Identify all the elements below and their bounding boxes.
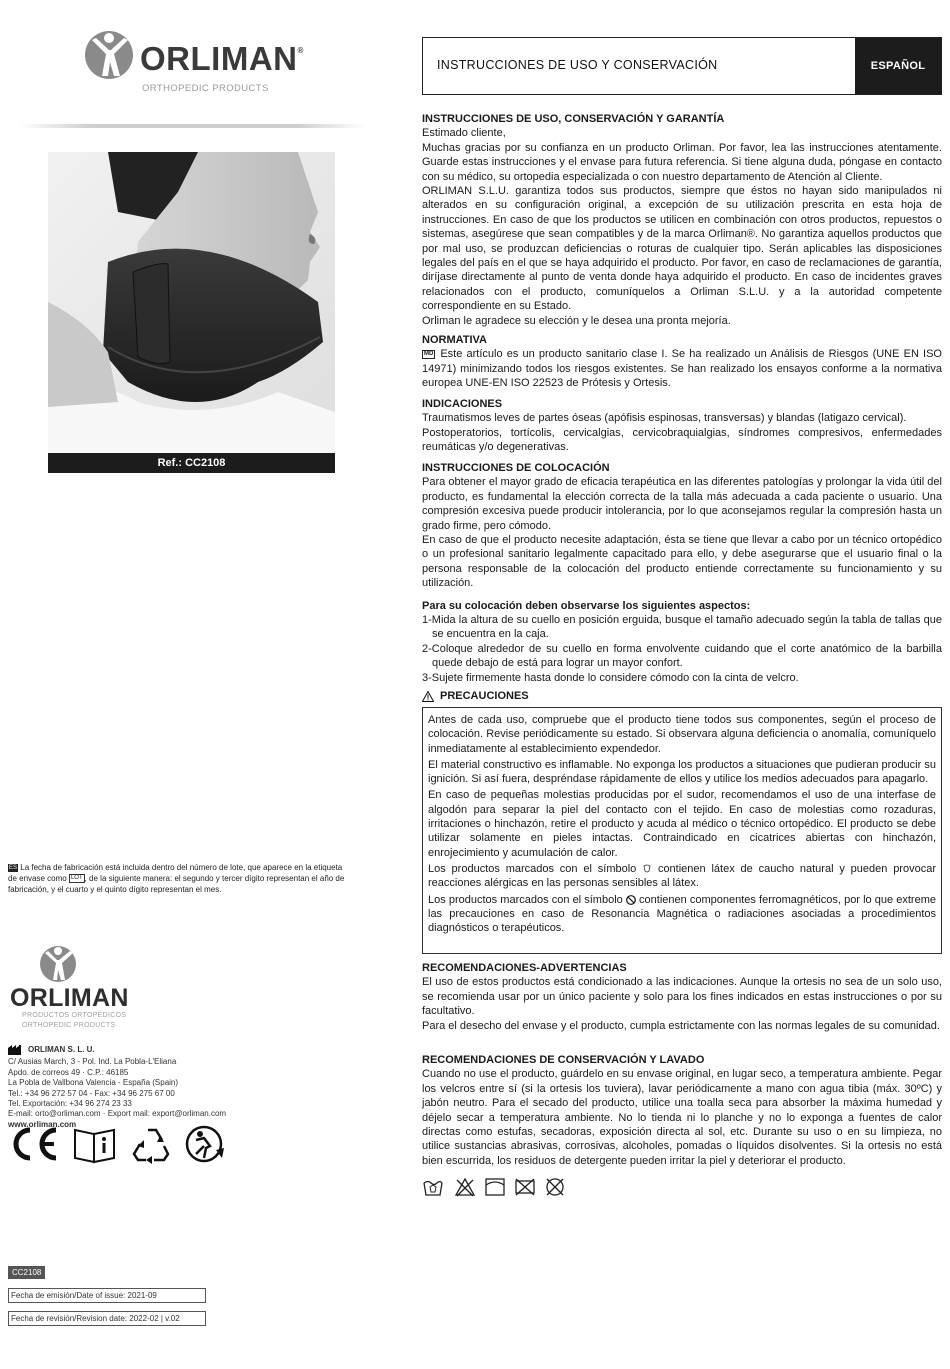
divider <box>20 124 366 128</box>
section-title: RECOMENDACIONES-ADVERTENCIAS <box>422 962 627 974</box>
revision-date: Fecha de revisión/Revision date: 2022-02 | v.02 <box>8 1311 206 1326</box>
no-bleach-icon <box>454 1177 476 1197</box>
paragraph: Muchas gracias por su confianza en un producto Orliman. Por favor, lea las instrucciones atentamente. Guarde estas instrucciones y el envase para futura referencia. Si tiene alguna duda, póngase en contacto con su médico, su ortopedia especializada o con nuestro departamento de Atención al Cliente. <box>422 141 942 183</box>
product-photo <box>48 152 335 453</box>
address-line: C/ Ausias March, 3 - Pol. Ind. La Pobla-L'Eliana <box>8 1057 177 1067</box>
section-normativa <box>422 333 942 391</box>
medical-device-icon: MD <box>424 351 434 357</box>
document-title: INSTRUCCIONES DE USO Y CONSERVACIÓN <box>437 58 718 72</box>
lot-symbol-icon: LOT <box>70 875 83 882</box>
paragraph: Estimado cliente, <box>422 127 506 140</box>
latex-symbol-icon <box>642 864 652 874</box>
paragraph: En caso de que el producto necesite adaptación, ésta se tiene que llevar a cabo por un técnico ortopédico o un profesional sanitario legalmente capacitado para ello, y debe asegurarse que el usuario final o la persona responsable de la colocación del producto entiende correctamente su funcionamiento y su utilización. <box>422 534 942 590</box>
paragraph: Antes de cada uso, compruebe que el producto tiene todos sus componentes, según el proceso de colocación. Revise periódicamente su estado. Si observara alguna deficiencia o anomalía, comuníquelo inmediatamente al establecimiento expendedor. <box>428 714 936 755</box>
language-badge: ES <box>9 864 18 871</box>
hand-wash-icon <box>422 1177 444 1197</box>
list-item: 3-Sujete firmemente hasta donde lo considere cómodo con la cinta de velcro. <box>422 671 799 684</box>
brand-tagline-es: PRODUCTOS ORTOPÉDICOS <box>22 1012 127 1019</box>
paragraph: El uso de estos productos está condicionado a las indicaciones. Aunque la ortesis no sea de un solo uso, se recomienda usar por un único paciente y solo para los fines indicados en estas instrucciones o por su facultativo. <box>422 976 942 1018</box>
section-title: RECOMENDACIONES DE CONSERVACIÓN Y LAVADO <box>422 1054 705 1066</box>
paragraph: Los productos marcados con el símbolo contienen componentes ferromagnéticos, por lo que extreme las precauciones en caso de Resonancia Magnética o radiaciones asociadas a procedimientos diagnósticos o terapéuticos. <box>428 893 936 935</box>
lot-note: ES La fecha de fabricación está incluida dentro del número de lote, que aparece en la etiqueta de envase como LOT , de la siguiente manera: el segundo y tercer dígito representan el año de fabricación, y el cuarto y el quinto dígito representan el mes. <box>8 863 345 894</box>
address-line: La Pobla de Vallbona Valencia - España (Spain) <box>8 1078 179 1088</box>
paragraph: Traumatismos leves de partes óseas (apófisis espinosas, transversas) y blandas (latigazo cervical). <box>422 412 907 425</box>
paragraph: Este artículo es un producto sanitario clase I. Se ha realizado un Análisis de Riesgos (UNE EN ISO 14971) minimizando todos los riesgos existentes. Se han realizado los ensayos conforme a la normativa europea UNE-EN ISO 22523 de Prótesis y Ortesis. <box>422 348 942 390</box>
green-dot-icon <box>184 1124 230 1164</box>
section-title: PRECAUCIONES <box>440 690 529 702</box>
orliman-logo <box>78 26 318 98</box>
list-item: 1-Mida la altura de su cuello en posición erguida, busque el tamaño adecuado según la tabla de tallas que se encuentra en la caja. <box>422 614 942 641</box>
care-symbols <box>422 1177 572 1199</box>
no-iron-icon <box>514 1177 536 1197</box>
brand-tagline-en: ORTHOPEDIC PRODUCTS <box>22 1022 116 1029</box>
list-item: 2-Coloque alrededor de su cuello en forma envolvente cuidando que el corte anatómico de la barbilla quede debajo de está para lograr un mayor confort. <box>422 642 942 670</box>
ce-mark-icon <box>8 1124 60 1164</box>
section-colocacion <box>422 461 942 685</box>
mr-unsafe-icon <box>626 895 636 905</box>
language-label: ESPAÑOL <box>855 38 941 94</box>
steps-title: Para su colocación deben observarse los siguientes aspectos: <box>422 599 751 612</box>
brand-tagline: ORTHOPEDIC PRODUCTS <box>142 83 269 94</box>
orliman-figure-icon <box>78 28 140 82</box>
paragraph: Los productos marcados con el símbolo contienen látex de caucho natural y pueden provocar reacciones alérgicas en las personas sensibles al látex. <box>428 862 936 890</box>
phone-line: Tel.: +34 96 272 57 04 - Fax: +34 96 275 67 00 <box>8 1088 175 1098</box>
brand-name: ORLIMAN® <box>140 40 304 77</box>
section-precauciones-header <box>422 690 529 702</box>
website-link[interactable]: www.orliman.com <box>8 1119 77 1129</box>
paragraph: Para obtener el mayor grado de eficacia terapéutica en las diferentes patologías y prolongar la vida útil del producto, es fundamental la elección correcta de la talla más adecuada a cada paciente o usuario. Una compresión excesiva puede producir intolerancia, por lo que aconsejamos regular la compresión hasta un grado firme, pero cómodo. <box>422 476 942 532</box>
brand-name: ORLIMAN <box>10 984 129 1012</box>
paragraph: ORLIMAN S.L.U. garantiza todos sus productos, siempre que éstos no hayan sido manipulados ni alterados en su configuración original, a excepción de su utilización prescrita en esta hoja de instrucciones. En caso de que los productos se utilicen en combinación con otros productos, repuestos o sistemas, asegúrese que sean compatibles y de la marca Orliman®. No garantiza aquellos productos que por mal uso, se produzcan deficiencias o roturas de cualquier tipo. Serán aplicables las disposiciones legales del país en el que se haya adquirido el producto. Por favor, en caso de reclamaciones de garantía, diríjase directamente al punto de venta donde haya adquirido el producto. En caso de incidentes graves relacionados con el producto, comuníquelos a Orliman S.L.U. y a la autoridad competente correspondiente en su Estado. <box>422 185 942 313</box>
section-title: INSTRUCCIONES DE USO, CONSERVACIÓN Y GARANTÍA <box>422 113 725 125</box>
precauciones-box <box>422 707 942 954</box>
orliman-logo-footer <box>10 944 170 1034</box>
email-line[interactable]: E-mail: orto@orliman.com · Export mail: export@orliman.com <box>8 1109 227 1119</box>
warning-triangle-icon <box>422 691 434 702</box>
product-ref-tag: CC2108 <box>8 1266 45 1279</box>
export-phone-line: Tel. Exportación: +34 96 274 23 33 <box>8 1099 132 1109</box>
product-ref-label: Ref.: CC2108 <box>48 453 335 473</box>
no-tumble-dry-icon <box>484 1177 506 1197</box>
section-indicaciones <box>422 397 942 455</box>
section-conservacion <box>422 1053 942 1168</box>
no-dry-clean-icon <box>544 1177 566 1197</box>
paragraph: Orliman le agradece su elección y le desea una pronta mejoría. <box>422 314 731 327</box>
paragraph: Cuando no use el producto, guárdelo en su envase original, en lugar seco, a temperatura ambiente. Pegar los velcros entre sí (si la ortesis los tuviera), lavar periódicamente a mano con agua tibia (máx. 30ºC) y jabón neutro. Para el secado del producto, utilice una toalla seca para absorber la máxima humedad y déjelo secar a temperatura ambiente. No lo tienda ni lo planche y no lo exponga a fuentes de calor directas como estufas, secadoras, exposición directa al sol, etc. Durante su uso o en su limpieza, no utilice sustancias abrasivas, corrosivas, alcoholes, pomadas o líquidos disolventes. Si la ortesis no está bien escurrida, los residuos de detergente pueden irritar la piel y deteriorar el producto. <box>422 1068 942 1167</box>
document-header <box>422 37 942 95</box>
section-warranty <box>422 112 942 328</box>
section-recomendaciones <box>422 961 942 1033</box>
recycle-icon <box>130 1124 176 1164</box>
section-title: NORMATIVA <box>422 334 487 346</box>
address-line: Apdo. de correos 49 · C.P.: 46185 <box>8 1067 129 1077</box>
paragraph: Postoperatorios, tortícolis, cervicalgias, cervicobraquialgias, síndromes compresivos, enfermedades reumáticas y/o degenerativas. <box>422 426 942 454</box>
paragraph: Para el desecho del envase y el producto, cumpla estrictamente con las normas legales de su comunidad. <box>422 1019 940 1032</box>
section-title: INDICACIONES <box>422 398 503 410</box>
orliman-figure-icon <box>34 944 82 984</box>
instructions-info-icon <box>72 1124 118 1164</box>
issue-date: Fecha de emisión/Date of issue: 2021-09 <box>8 1288 206 1303</box>
paragraph: El material constructivo es inflamable. No exponga los productos a situaciones que pudieran producir su ignición. Si así fuera, despréndase rápidamente de ellos y utilice los medios adecuados para apagarlo. <box>428 758 936 786</box>
paragraph: En caso de pequeñas molestias producidas por el sudor, recomendamos el uso de una interfase de algodón para separar la piel del contacto con el tejido. En caso de molestias como rozaduras, irritaciones o hinchazón, retire el producto y acuda al médico o técnico ortopédico. El producto se debe utilizar solamente en pieles intactas. Contraindicado en cicatrices abiertas con hinchazón, enrojecimiento y acumulación de calor. <box>428 789 936 859</box>
company-name: ORLIMAN S. L. U. <box>28 1045 95 1054</box>
certification-icons <box>8 1124 238 1170</box>
manufacturer-icon <box>8 1045 22 1055</box>
company-address <box>8 1045 308 1130</box>
section-title: INSTRUCCIONES DE COLOCACIÓN <box>422 462 610 474</box>
